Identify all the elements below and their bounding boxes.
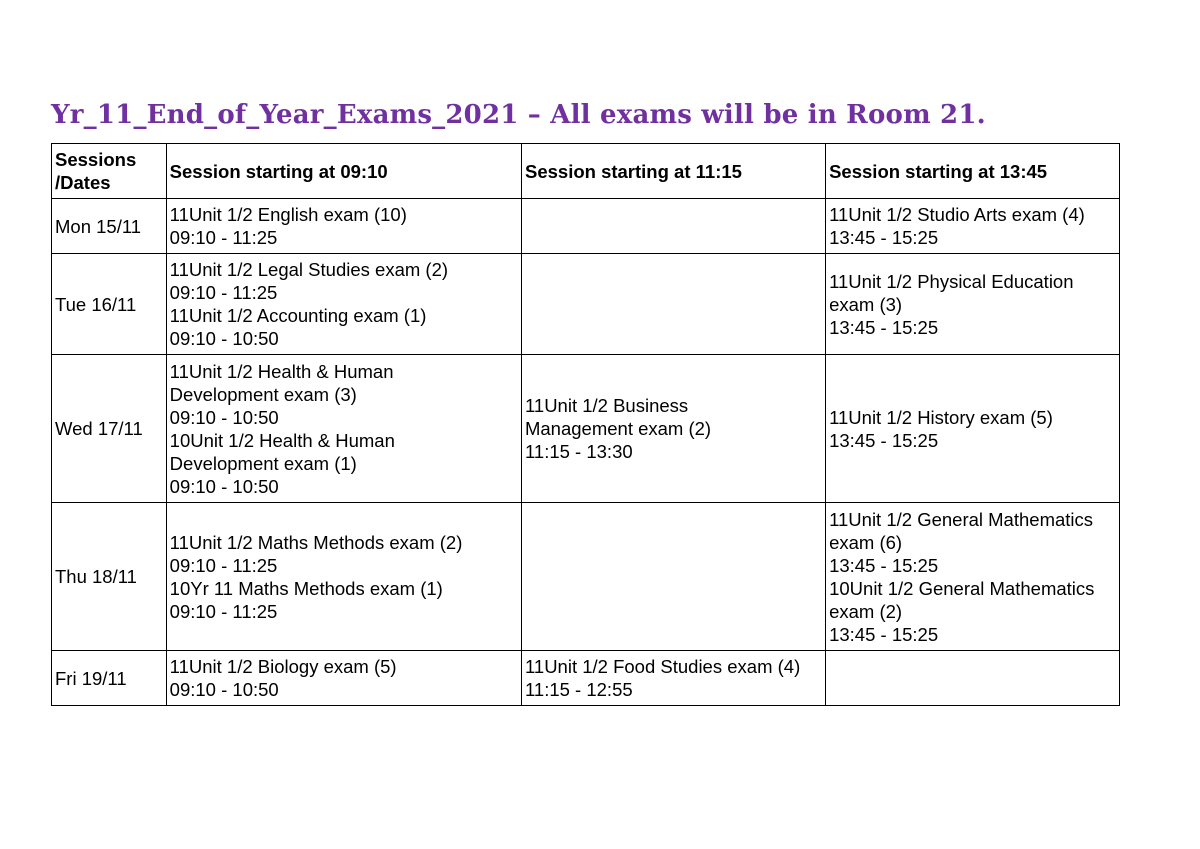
- session-1115-cell: [521, 503, 825, 651]
- table-row-tue: [52, 254, 1120, 355]
- exam-line: 11Unit 1/2 Studio Arts exam (4): [829, 204, 1085, 225]
- table-row-thu: [52, 503, 1120, 651]
- session-0910-cell: [166, 651, 521, 706]
- exam-line: exam (2): [829, 600, 903, 622]
- exam-time: 09:10 - 11:25: [169, 282, 278, 303]
- exam-time: 13:45 - 15:25: [829, 554, 939, 576]
- header-sessions-dates: [52, 144, 167, 199]
- exam-time: 09:10 - 10:50: [169, 679, 279, 700]
- table-row-fri: [52, 651, 1120, 706]
- session-1115-cell: [521, 355, 825, 503]
- exam-line: 11Unit 1/2 Health & Human: [169, 360, 394, 382]
- header-dates-label: /Dates: [55, 172, 111, 193]
- exam-timetable: [51, 143, 1120, 706]
- header-row: [52, 144, 1120, 199]
- exam-time: 13:45 - 15:25: [829, 623, 939, 645]
- date-cell: Mon 15/11: [52, 199, 167, 254]
- header-session-1115: Session starting at 11:15: [521, 144, 825, 199]
- header-session-1345: Session starting at 13:45: [826, 144, 1120, 199]
- session-0910-cell: [166, 199, 521, 254]
- exam-time: 13:45 - 15:25: [829, 429, 939, 451]
- exam-line: 11Unit 1/2 Business: [524, 395, 689, 416]
- exam-line: 11Unit 1/2 Maths Methods exam (2): [169, 531, 463, 553]
- exam-time: 09:10 - 10:50: [169, 328, 279, 349]
- date-cell: Fri 19/11: [52, 651, 167, 706]
- exam-time: 09:10 - 11:25: [169, 554, 278, 576]
- exam-line: Development exam (1): [169, 452, 357, 474]
- exam-time: 13:45 - 15:25: [829, 227, 939, 248]
- exam-line: 11Unit 1/2 Biology exam (5): [169, 656, 397, 677]
- exam-line: exam (3): [829, 293, 903, 315]
- exam-time: 09:10 - 11:25: [169, 600, 278, 622]
- session-1345-cell: [826, 199, 1120, 254]
- exam-time: 11:15 - 12:55: [524, 679, 633, 700]
- session-1345-cell: [826, 355, 1120, 503]
- session-1345-cell: [826, 254, 1120, 355]
- exam-line: 11Unit 1/2 Physical Education: [829, 270, 1074, 292]
- date-cell: Tue 16/11: [52, 254, 167, 355]
- exam-line: 11Unit 1/2 Legal Studies exam (2): [169, 259, 449, 280]
- exam-line: 11Unit 1/2 Accounting exam (1): [169, 305, 427, 326]
- date-cell: Wed 17/11: [52, 355, 167, 503]
- session-1345-cell: [826, 503, 1120, 651]
- header-session-0910: Session starting at 09:10: [166, 144, 521, 199]
- table-row-wed: [52, 355, 1120, 503]
- exam-line: 10Yr 11 Maths Methods exam (1): [169, 577, 443, 599]
- exam-time: 13:45 - 15:25: [829, 316, 939, 338]
- exam-time: 09:10 - 10:50: [169, 475, 279, 497]
- session-0910-cell: [166, 503, 521, 651]
- exam-line: exam (6): [829, 531, 903, 553]
- exam-line: 11Unit 1/2 Food Studies exam (4): [524, 656, 801, 677]
- exam-line: 11Unit 1/2 General Mathematics: [829, 508, 1094, 530]
- session-0910-cell: [166, 254, 521, 355]
- header-sessions-label: Sessions: [55, 149, 137, 170]
- session-1345-cell: [826, 651, 1120, 706]
- date-cell: Thu 18/11: [52, 503, 167, 651]
- session-1115-cell: [521, 651, 825, 706]
- session-1115-cell: [521, 199, 825, 254]
- exam-line: 10Unit 1/2 Health & Human: [169, 429, 395, 451]
- exam-time: 11:15 - 13:30: [524, 441, 633, 462]
- table-row-mon: [52, 199, 1120, 254]
- exam-line: 11Unit 1/2 History exam (5): [829, 406, 1053, 428]
- exam-line: 11Unit 1/2 English exam (10): [169, 204, 407, 225]
- exam-line: Development exam (3): [169, 383, 357, 405]
- exam-line: 10Unit 1/2 General Mathematics: [829, 577, 1095, 599]
- exam-line: Management exam (2): [524, 418, 712, 439]
- session-1115-cell: [521, 254, 825, 355]
- session-0910-cell: [166, 355, 521, 503]
- exam-time: 09:10 - 10:50: [169, 406, 279, 428]
- exam-time: 09:10 - 11:25: [169, 227, 278, 248]
- page-title: Yr_11_End_of_Year_Exams_2021 – All exams will be in Room 21.: [51, 100, 986, 130]
